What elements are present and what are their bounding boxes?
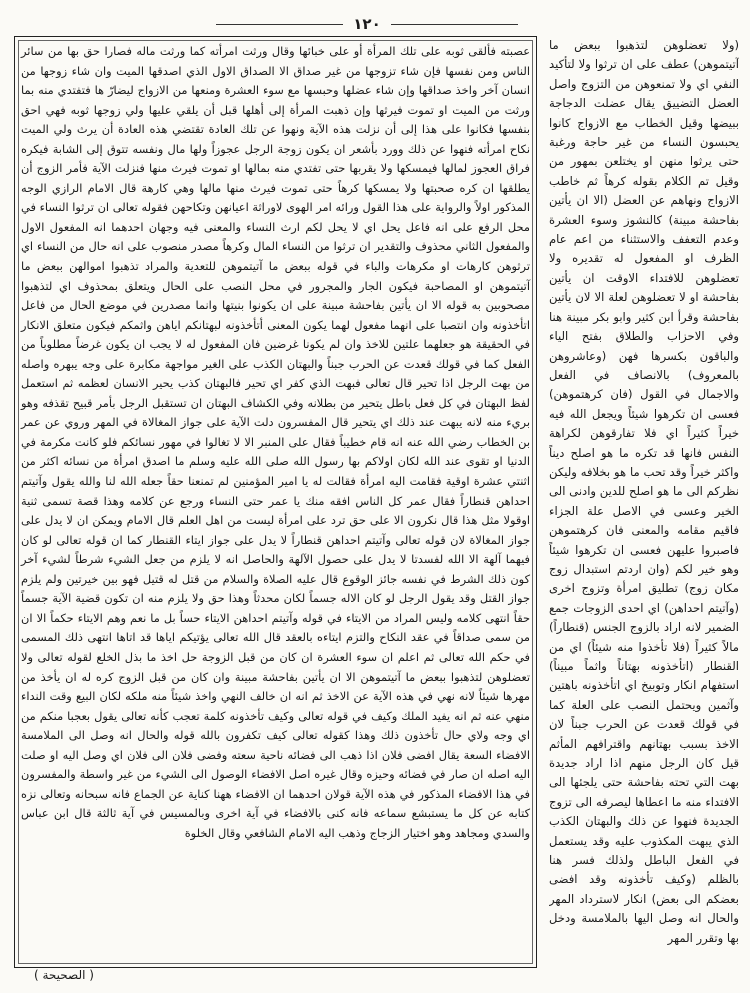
commentary-paragraph: عصبته فألقى ثوبه على تلك المرأة أو على خبائها وقال ورثت امرأته كما ورثت ماله فصارا حق بها من سائر الناس ومن نفسها فإن شاء تزوجها من غير صداق الا الصداق الاول الذي اصدقها الميت وان شاء زوجها من انسان آخر واخذ صداقها وإن شاء عضلها وحبسها مع سوء العشرة ومنعها من الازواج ليضارّ ها فتفتدي منه بما ورثت من الميت او تموت فيرثها وإن ذهبت المرأة إلى أهلها قبل أن يلقي عليها ولي زوجها ثوبه فهي احق بنفسها فكانوا على هذا إلى أن نزلت هذه الآية ونهوا عن تلك العادة تقتضي هذه العادة أن يرث ولي الميت نكاح امرأته فنهوا عن ذلك وورد بأشعر ان يكون زوجة الرجل عجوزاً ولها مال ونفسه تتوق إلى الشابة فيكره فراق العجوز لمالها فيمسكها ولا يقربها حتى تفتدي منه بمالها او تموت فيرث منها فنزلت الآية فأمر الزوج أن يطلقها ان كره صحبتها ولا يمسكها كرهاً حتى تموت فيرث منها مالها وهي كارهة قال الامام الرازي الوجه المذكور اولاً والرواية على هذا القول ورائه امر الهوى لاوراثة اعيانهن وتكاحهن فقوله تعالى ان ترثوا النساء في محل الرفع على انه فاعل يحل اي لا يحل لكم ارث النساء والمعنى فيه وجهان احدهما انه المفعول الاول والمفعول الثاني محذوف والتقدير ان ترثوا من النساء المال وكرهاً مصدر منصوب على انه حال من النساء اي ترثوهن كارهات او مكرهات والباء في قوله ببعض ما آتيتموهن للتعدية والمراد تذهبوا اموالهن ببعض ما آتيتموهن او المصاحبة فيكون الجار والمجرور في محل النصب على الحال ويتعلق بمحذوف اي لتذهبوا مصحوبين به قوله الا ان يأتين بفاحشة مبينة على ان يكونوا بنيتها وانما مصدرين في موضع الحال من فاعل اتأخذونه وان انتصبا على انهما مفعول لهما يكون المعنى أتأخذونه لبهتانكم اياهن واثمكم فيكون متعلق الانكار في الحقيقة هو جعلهما علتين للاخذ وان لم يكونا غرضين فان المفعول له لا يجب ان يكون غرضاً مطلوباً من الفعل كما في قولك قعدت عن الحرب جبناً والبهتان الكذب على الغير مواجهة مكابرة على وجه يبهره واصله من بهت الرجل اذا تحير قال تعالى فبهت الذي كفر اي تحير فالبهتان كذب يحير الانسان لعظمه ثم استعمل لفظ البهتان في كل فعل باطل يتحير من بطلانه وفي الكشاف البهتان ان تستقبل الرجل بأمر قبيح تقذفه وهو بريء منه لانه يبهت عند ذلك اي يتحير قال المفسرون دلت الآية على جواز المغالاة في المهر وروي عن عمر بن الخطاب رضي الله عنه انه قام خطيباً فقال على المنبر الا لا تغالوا في مهور نسائكم فلو كانت مكرمة في الدنيا او تقوى عند الله لكان اولاكم بها رسول الله صلى الله عليه وسلم ما اصدق امرأة من نسائه اكثر من اثنتي عشرة اوقية فقامت اليه امرأة فقالت له يا امير المؤمنين لم تمنعنا حقاً جعله الله لنا والله يقول وآتيتم احداهن قنطاراً فقال عمر كل الناس افقه منك يا عمر حتى النساء ورجع عن كلامه وهذا قصة تسمى ثنية اوقولا مثل هذا قال نكرون الا على حق ترد على امرأة ليست من اهل العلم قال الامام ويمكن ان لا يدل على جواز المغالاة لان قوله تعالى وآتيتم احداهن قنطاراً لا يدل على جواز ايتاء القنطار كما ان قوله تعالى لو كان فيهما آلهة الا الله لفسدتا لا يدل على حصول الآلهة والحاصل انه لا يلزم من جعل الشيء شرطاً لشيء آخر كون ذلك الشرط في نفسه جائز الوقوع قال عليه الصلاة والسلام من قتل له قتيل فهو بين خيرتين ولم يلزم جواز القتل وقد يقول الرجل لو كان الاله جسماً لكان محدثاً وهذا حق ولا يلزم منه ان تكون قضية الآية جسماً حقاً انتهى كلامه وليس المراد من الايتاء في قوله وآتيتم احداهن الايتاء حساً بل ما نعم وهم الايتاء حكماً الا ان من سمى صداقاً في عقد النكاح والتزم ايتاءه بالعقد قال الله تعالى يؤتيكم اياها قد اتاها انتهى ذلك المسمى في حكم الله تعالى ثم اعلم ان سوء العشرة ان كان من قبل الزوجة حل اخذ ما بذل الخلع لقوله تعالى ولا تعضلوهن لتذهبوا ببعض ما آتيتموهن الا ان يأتين بفاحشة مبينة وان كان من قبل الزوج كره له ان يأخذ من مهرها شيئاً لانه نهي في هذه الآية عن الاخذ ثم انه ان خالف النهي واخذ شيئاً منه ملكه لكان البيع وقت النداء منهي عنه ثم انه يفيد الملك وكيف في قوله تعالى وكيف تأخذونه كلمة تعجب كأنه تعالى يقول بعجبا منكم من اي وجه ولاي حال تأخذون ذلك وهذا كقوله تعالى كيف تكفرون بالله قوله والحال انه وصل الى الملامسة الافضاء السعة يقال افضى فلان اذا ذهب الى فضائه ناحية سعته وفضى فلان الى فلان اي وصل اليه او صلت اليه اصله ان صار في فضائه وحيزه وقال غيره اصل الافضاء الوصول الى الشيء من غير واسطة والمفسرون في هذا الافضاء المذكور في هذه الآية قولان احدهما ان الافضاء ههنا كناية عن الجماع فانه سبحانه وتعالى نزه كتابه عن كل ما يستبشع سماعه فانه كنى بالافضاء في آية اخرى وبالمسيس في آية ثالثة قال ابن عباس والسدي ومجاهد وهو اختيار الزجاج وذهب اليه الامام الشافعي وقال الخلوة [21,44,530,840]
quran-margin-column [549,36,739,986]
header-rule-right [391,24,518,25]
margin-paragraph: (ولا تعضلوهن لتذهبوا ببعض ما آتيتموهن) عطف على ان ترثوا ولا لتأكيد النفي اي ولا تمنعوهن من التزوج واصل العضل التضييق يقال عضلت الدجاجة ببيضها وقيل الخطاب مع الازواج كانوا يحبسون النساء من غير حاجة ورغبة حتى يرثوا منهن او يختلعن بمهور من وقيل تم الكلام بقوله كرهاً ثم خاطب الازواج ونهاهم عن العضل (الا ان يأتين بفاحشة مبينة) كالنشوز وسوء العشرة وعدم التعفف والاستثناء من اعم عام الظرف او المفعول له تقديره ولا تعضلوهن للافتداء الاوقت ان يأتين بفاحشة او لا تعضلوهن لعلة الا لان يأتين بفاحشة وقرأ ابن كثير وابو بكر مبينة هنا وفي الاحزاب والطلاق بفتح الياء والباقون بكسرها فهن (وعاشروهن بالمعروف) بالانصاف في الفعل والاجمال في القول (فان كرهتموهن) فعسى ان تكرهوا شيئاً ويجعل الله فيه خيراً كثيراً اي فلا تفارقوهن لكراهة النفس فانها قد تكره ما هو اصلح ديناً واكثر خيراً وقد تحب ما هو بخلافه وليكن نظركم الى ما هو اصلح للدين وادنى الى الخير وعسى في الاصل علة الجزاء فاقيم مقامه والمعنى فان كرهتموهن فاصبروا عليهن فعسى ان تكرهوا شيئاً وهو خير لكم (وان اردتم استبدال زوج مكان زوج) تطليق امرأة وتزوج اخرى (وآتيتم احداهن) اي احدى الزوجات جمع الضمير لانه اراد بالزوج الجنس (قنطاراً) مالاً كثيراً (فلا تأخذوا منه شيئاً) اي من القنطار (اتأخذونه بهتاناً واثماً مبيناً) استفهام انكار وتوبيخ اي اتأخذونه باهتين وآثمين ويحتمل النصب على العلة كما في قولك قعدت عن الحرب جبناً لان الاخذ بسبب بهتانهم واقترافهم المأثم قيل كان الرجل منهم اذا اراد جديدة بهت التي تحته بفاحشة حتى يلجئها الى الافتداء منه ما اعطاها ليصرفه الى تزوج الجديدة فنهوا عن ذلك والبهتان الكذب الذي يبهت المكذوب عليه وقد يستعمل في الفعل الباطل ولذلك فسر هنا بالظلم (وكيف تأخذونه وقد افضى بعضكم الى بعض) انكار لاسترداد المهر والحال انه وصل اليها بالملامسة ودخل بها وتقرر المهر [549,38,739,945]
commentary-text [21,42,530,843]
commentary-frame [14,36,537,968]
catchword: ( الصحيحة ) [34,968,94,982]
header-rule-left [216,24,343,25]
page-header [212,14,522,34]
page-number: ١٢٠ [353,15,381,33]
